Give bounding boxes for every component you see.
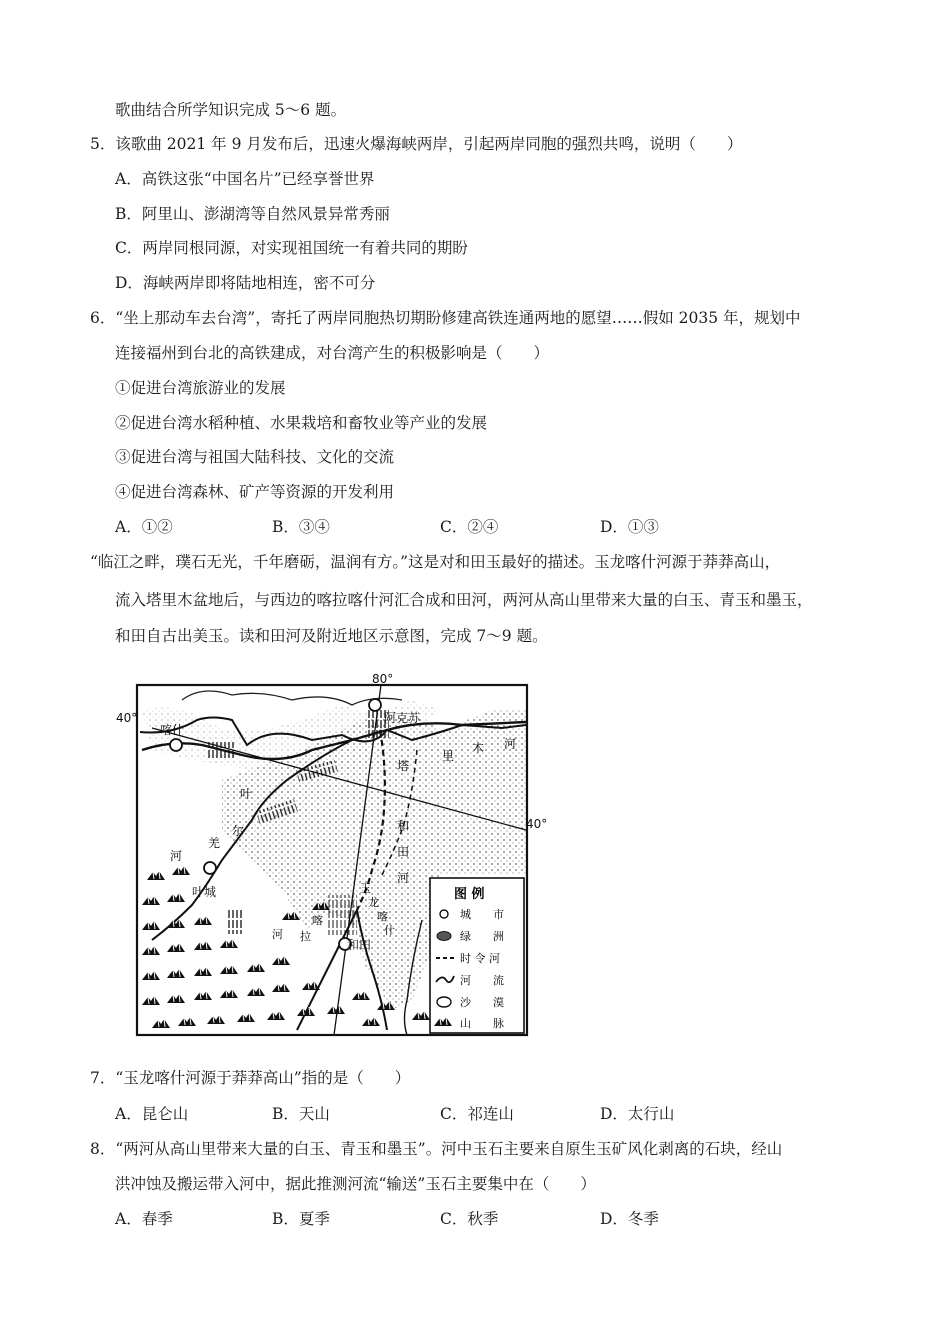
question-8-line-1: 8．“两河从高山里带来大量的白玉、青玉和墨玉”。河中玉石主要来自原生玉矿风化剥离的石块，经山 [90,1140,783,1158]
intro-end: 歌曲结合所学知识完成 5～6 题。 [115,101,347,119]
city-hotan-label: 和田 [347,938,372,952]
legend-desert-label: 沙 漠 [460,996,504,1009]
q5-option-b: B．阿里山、澎湖湾等自然风景异常秀丽 [115,205,390,223]
q6-option-c: C．②④ [440,518,499,536]
city-aksu-marker [369,699,381,711]
river-char-qiang: 羌 [208,836,221,850]
q6-statement-2: ②促进台湾水稻种植、水果栽培和畜牧业等产业的发展 [115,414,488,432]
parallel-label-left: 40° [116,711,138,725]
city-kashi-marker [170,739,182,751]
legend-seasonal-label: 时 令 河 [460,952,500,965]
river-char-ye: 叶 [240,787,253,801]
city-yecheng-marker [204,862,216,874]
q7-option-d: D．太行山 [600,1105,675,1123]
city-kashi-label: 喀什 [160,723,185,737]
q7-option-c: C．祁连山 [440,1105,514,1123]
river-char-long: 龙 [368,896,379,909]
river-char-li: 里 [442,749,455,763]
legend-oasis-label: 绿 洲 [460,930,504,943]
river-char-yu: 玉 [360,882,371,895]
q8-option-b: B．夏季 [272,1210,330,1228]
q7-option-b: B．天山 [272,1105,330,1123]
river-char-mu: 木 [472,741,485,755]
legend-title: 图 例 [454,887,485,902]
legend-mountain-label: 山 脉 [460,1017,504,1030]
question-7: 7．“玉龙喀什河源于莽莽高山”指的是（ ） [90,1069,411,1087]
river-char-er: 尔 [232,824,245,838]
river-char-he-hotan-2: 田 [397,845,410,859]
legend-city-symbol [440,910,448,918]
river-char-ka: 喀 [377,910,388,923]
passage-line-2: 流入塔里木盆地后，与西边的喀拉喀什河汇合成和田河，两河从高山里带来大量的白玉、青玉和墨玉， [115,591,813,609]
river-char-k2: 喀 [312,914,323,927]
legend-river-label: 河 流 [460,974,504,987]
q6-option-b: B．③④ [272,518,330,536]
q6-statement-4: ④促进台湾森林、矿产等资源的开发利用 [115,483,395,501]
parallel-label-right: 40° [526,817,548,831]
q6-statement-1: ①促进台湾旅游业的发展 [115,379,286,397]
legend-city-label: 城 市 [460,908,504,921]
river-char-ta: 塔 [397,759,410,773]
hotan-river-map [112,670,548,1040]
q5-option-a: A．高铁这张“中国名片”已经享誉世界 [115,170,375,188]
q8-option-d: D．冬季 [600,1210,659,1228]
city-aksu-label: 阿克苏 [384,711,421,725]
q8-option-c: C．秋季 [440,1210,499,1228]
q6-option-d: D．①③ [600,518,659,536]
q6-option-a: A．①② [115,518,173,536]
passage-line-1: “临江之畔，璞石无光，千年磨砺，温润有方。”这是对和田玉最好的描述。玉龙喀什河源于莽莽高山， [90,553,781,571]
river-char-he-hotan-1: 和 [397,819,410,833]
q6-statement-3: ③促进台湾与祖国大陆科技、文化的交流 [115,448,395,466]
q5-option-d: D．海峡两岸即将陆地相连，密不可分 [115,274,376,292]
oasis-yecheng [227,910,243,934]
river-char-la: 拉 [300,930,311,943]
question-6-line-2: 连接福州到台北的高铁建成，对台湾产生的积极影响是（ ） [115,344,550,362]
river-char-he3: 河 [272,928,283,941]
river-char-he-hotan-3: 河 [397,871,410,885]
question-8-line-2: 洪冲蚀及搬运带入河中，据此推测河流“输送”玉石主要集中在（ ） [115,1175,596,1193]
question-6-line-1: 6．“坐上那动车去台湾”，寄托了两岸同胞热切期盼修建高铁连通两地的愿望……假如 2035 年，规划中 [90,309,801,327]
passage-line-3: 和田自古出美玉。读和田河及附近地区示意图，完成 7～9 题。 [115,627,548,645]
question-5: 5．该歌曲 2021 年 9 月发布后，迅速火爆海峡两岸，引起两岸同胞的强烈共鸣，说明（ ） [90,135,743,153]
legend-desert-symbol [437,997,451,1007]
q5-option-c: C．两岸同根同源，对实现祖国统一有着共同的期盼 [115,239,468,257]
q7-option-a: A．昆仑山 [115,1105,189,1123]
legend-oasis-symbol [437,932,451,941]
meridian-label: 80° [372,672,394,686]
river-char-he1: 河 [504,737,517,751]
river-char-shi: 什 [384,924,395,937]
river-char-he2: 河 [170,849,183,863]
q8-option-a: A．春季 [115,1210,173,1228]
city-yecheng-label: 叶城 [192,885,217,899]
